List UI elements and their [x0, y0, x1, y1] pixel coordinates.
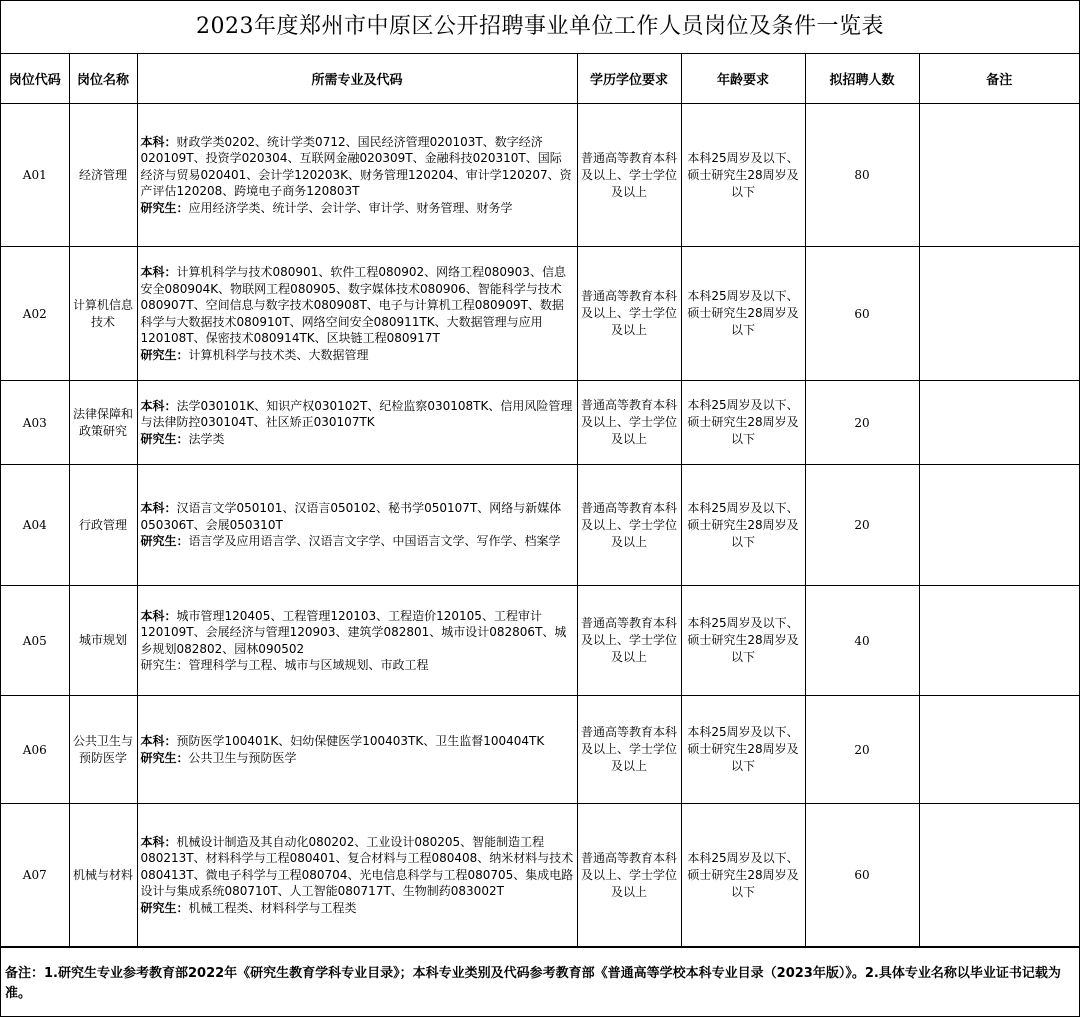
position-code: A04: [1, 465, 69, 586]
undergrad-label: 本科：: [140, 265, 177, 279]
table-header-row: [1, 54, 1079, 104]
undergrad-majors: 汉语言文学050101、汉语言050102、秘书学050107T、网络与新媒体050306T、会展050310T: [140, 501, 562, 532]
header-education: 学历学位要求: [577, 54, 681, 104]
undergrad-majors: 法学030101K、知识产权030102T、纪检监察030108TK、信用风险管理与法律防控030104T、社区矫正030107TK: [140, 398, 573, 430]
undergrad-label: 本科：: [140, 501, 177, 516]
graduate-majors: 管理科学与工程、城市与区域规划、市政工程: [188, 658, 429, 672]
majors-cell: [137, 104, 577, 247]
graduate-label: 研究生：: [140, 900, 189, 915]
position-code: A02: [1, 247, 69, 381]
header-name: 岗位名称: [69, 54, 137, 104]
undergrad-majors: 财政学类0202、统计学类0712、国民经济管理020103T、数字经济020109T、投资学020304、互联网金融020309T、金融科技020310T、国际经济与贸易020401、会计学120203K、财务管理120204、审计学120207、资产评估120208、跨境电子商务120803T: [140, 134, 572, 199]
hire-count: 40: [805, 586, 919, 696]
page-title: 2023年度郑州市中原区公开招聘事业单位工作人员岗位及条件一览表: [1, 1, 1079, 54]
table-row: [1, 804, 1079, 947]
undergrad-label: 本科：: [140, 134, 177, 149]
table-row: [1, 586, 1079, 696]
age-requirement: 本科25周岁及以下、硕士研究生28周岁及以下: [681, 381, 805, 465]
undergrad-label: 本科：: [140, 734, 177, 748]
undergrad-label: 本科：: [140, 398, 177, 413]
age-requirement: 本科25周岁及以下、硕士研究生28周岁及以下: [681, 586, 805, 696]
age-requirement: 本科25周岁及以下、硕士研究生28周岁及以下: [681, 104, 805, 247]
graduate-label: 研究生：: [140, 534, 189, 549]
position-code: A05: [1, 586, 69, 696]
header-majors: 所需专业及代码: [137, 54, 577, 104]
position-code: A03: [1, 381, 69, 465]
age-requirement: 本科25周岁及以下、硕士研究生28周岁及以下: [681, 247, 805, 381]
table-row: [1, 247, 1079, 381]
undergrad-majors: 机械设计制造及其自动化080202、工业设计080205、智能制造工程080213T、材料科学与工程080401、复合材料与工程080408、纳米材料与技术080413T、微电子科学与工程080704、光电信息科学与工程080705、集成电路设计与集成系统080710T、人工智能080717T、生物制药083002T: [140, 834, 574, 899]
remark-cell: [919, 247, 1079, 381]
position-name: 公共卫生与预防医学: [69, 696, 137, 804]
header-age: 年龄要求: [681, 54, 805, 104]
footnote: 备注：1.研究生专业参考教育部2022年《研究生教育学科专业目录》；本科专业类别及代码参考教育部《普通高等学校本科专业目录（2023年版）》。2.具体专业名称以毕业证书记载为准。: [1, 947, 1079, 1016]
position-name: 计算机信息技术: [69, 247, 137, 381]
remark-cell: [919, 586, 1079, 696]
education-requirement: 普通高等教育本科及以上、学士学位及以上: [577, 104, 681, 247]
hire-count: 20: [805, 696, 919, 804]
graduate-label: 研究生：: [140, 750, 189, 765]
majors-cell: [137, 381, 577, 465]
majors-cell: [137, 586, 577, 696]
position-name: 法律保障和政策研究: [69, 381, 137, 465]
hire-count: 80: [805, 104, 919, 247]
education-requirement: 普通高等教育本科及以上、学士学位及以上: [577, 247, 681, 381]
hire-count: 60: [805, 247, 919, 381]
education-requirement: 普通高等教育本科及以上、学士学位及以上: [577, 586, 681, 696]
age-requirement: 本科25周岁及以下、硕士研究生28周岁及以下: [681, 465, 805, 586]
table-row: [1, 696, 1079, 804]
table-row: [1, 381, 1079, 465]
education-requirement: 普通高等教育本科及以上、学士学位及以上: [577, 381, 681, 465]
remark-cell: [919, 381, 1079, 465]
graduate-label: 研究生：: [140, 431, 189, 446]
undergrad-majors: 预防医学100401K、妇幼保健医学100403TK、卫生监督100404TK: [176, 734, 545, 748]
graduate-label: 研究生：: [140, 200, 189, 215]
hire-count: 20: [805, 465, 919, 586]
position-code: A07: [1, 804, 69, 947]
position-name: 机械与材料: [69, 804, 137, 947]
undergrad-label: 本科：: [140, 834, 177, 849]
graduate-majors: 语言学及应用语言学、汉语言文字学、中国语言文学、写作学、档案学: [188, 534, 561, 549]
position-name: 经济管理: [69, 104, 137, 247]
position-code: A01: [1, 104, 69, 247]
graduate-majors: 机械工程类、材料科学与工程类: [188, 900, 357, 915]
graduate-label: 研究生：: [140, 347, 189, 362]
hire-count: 20: [805, 381, 919, 465]
majors-cell: [137, 696, 577, 804]
graduate-label: 研究生：: [140, 658, 189, 672]
remark-cell: [919, 804, 1079, 947]
remark-cell: [919, 696, 1079, 804]
majors-cell: [137, 247, 577, 381]
remark-cell: [919, 104, 1079, 247]
positions-table: [1, 54, 1079, 947]
header-code: 岗位代码: [1, 54, 69, 104]
graduate-majors: 法学类: [188, 431, 225, 446]
header-remark: 备注: [919, 54, 1079, 104]
table-row: [1, 465, 1079, 586]
remark-cell: [919, 465, 1079, 586]
position-name: 行政管理: [69, 465, 137, 586]
hire-count: 60: [805, 804, 919, 947]
graduate-majors: 应用经济学类、统计学、会计学、审计学、财务管理、财务学: [188, 200, 513, 215]
position-name: 城市规划: [69, 586, 137, 696]
undergrad-label: 本科：: [140, 608, 177, 623]
undergrad-majors: 城市管理120405、工程管理120103、工程造价120105、工程审计120109T、会展经济与管理120903、建筑学082801、城市设计082806T、城乡规划082802、园林090502: [140, 608, 567, 656]
undergrad-majors: 计算机科学与技术080901、软件工程080902、网络工程080903、信息安全080904K、物联网工程080905、数字媒体技术080906、智能科学与技术080907T、空间信息与数字技术080908T、电子与计算机工程080909T、数据科学与大数据技术080910T、网络空间安全080911TK、大数据管理与应用120108T、保密技术080914TK、区块链工程080917T: [140, 265, 566, 345]
education-requirement: 普通高等教育本科及以上、学士学位及以上: [577, 804, 681, 947]
age-requirement: 本科25周岁及以下、硕士研究生28周岁及以下: [681, 696, 805, 804]
majors-cell: [137, 804, 577, 947]
table-row: [1, 104, 1079, 247]
header-count: 拟招聘人数: [805, 54, 919, 104]
age-requirement: 本科25周岁及以下、硕士研究生28周岁及以下: [681, 804, 805, 947]
education-requirement: 普通高等教育本科及以上、学士学位及以上: [577, 696, 681, 804]
majors-cell: [137, 465, 577, 586]
position-code: A06: [1, 696, 69, 804]
education-requirement: 普通高等教育本科及以上、学士学位及以上: [577, 465, 681, 586]
graduate-majors: 计算机科学与技术类、大数据管理: [188, 347, 369, 362]
graduate-majors: 公共卫生与预防医学: [188, 750, 297, 765]
